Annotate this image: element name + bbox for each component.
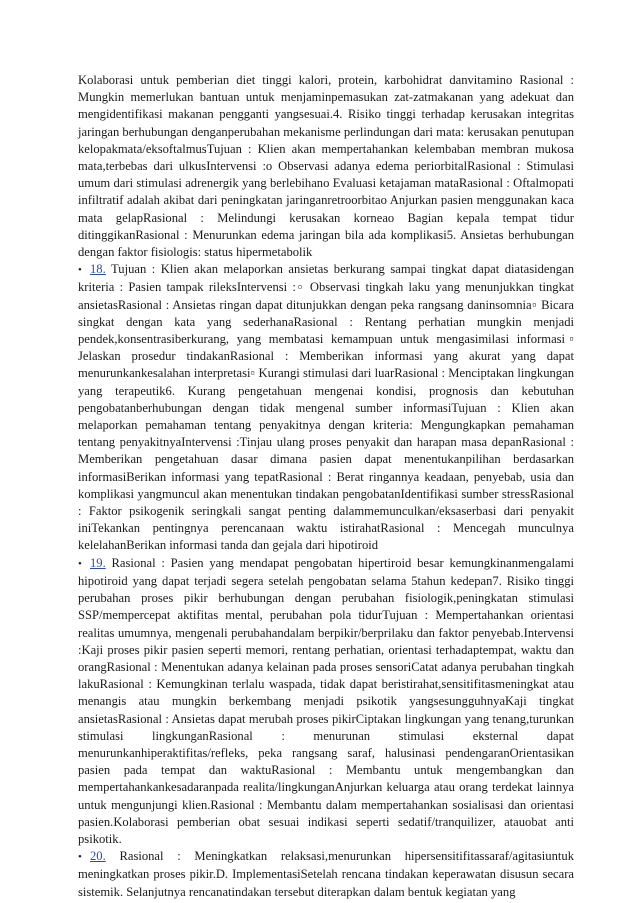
list-item-18 <box>78 261 574 554</box>
item-number-link-18[interactable]: 18. <box>90 262 106 277</box>
list-item-20 <box>78 848 574 901</box>
list-item-19 <box>78 555 574 848</box>
item-number-link-19[interactable]: 19. <box>90 555 106 570</box>
bullet-icon: • <box>78 264 82 277</box>
item-text-20: Rasional : Meningkatkan relaksasi,menurunkan hipersensitifitassaraf/agitasiuntuk meningkatkan proses pikir.D. ImplementasiSetelah rencana tindakan keperawatan disusun secara sistemik. Selanjutnya rencanatindakan tersebut diterapkan dalam bentuk kegiatan yang <box>78 849 574 899</box>
item-text-18: Tujuan : Klien akan melaporkan ansietas berkurang sampai tingkat dapat diatasidengan kriteria : Pasien tampak rileksIntervensi :▫ Observasi tingkah laku yang menunjukkan tingkat ansietasRasional : Ansietas ringan dapat ditunjukkan dengan peka rangsang daninsomnia▫ Bicara singkat dengan kata yang sederhanaRasional : Rentang perhatian mungkin menjadi pendek,konsentrasiberkurang, yang membatasi kemampuan untuk mengasimilasi informasi▫ Jelaskan prosedur tindakanRasional : Memberikan informasi yang akurat yang dapat menurunkankesalahan interpretasi▫ Kurangi stimulasi dari luarRasional : Menciptakan lingkungan yang terapeutik6. Kurang pengetahuan mengenai kondisi, prognosis dan kebutuhan pengobatanberhubungan dengan tidak mengenal sumber informasiTujuan : Klien akan melaporkan pemahaman tentang penyakitnya dengan kriteria: Mengungkapkan pemahaman tentang penyakitnyaIntervensi :Tinjau ulang proses penyakit dan harapan masa depanRasional : Memberikan pengetahuan dasar dimana pasien dapat menentukanpilihan berdasarkan informasiBerikan informasi yang tepatRasional : Berat ringannya keadaan, penyebab, usia dan komplikasi yangmuncul akan menentukan tindakan pengobatanIdentifikasi sumber stressRasional : Faktor psikogenik seringkali sangat penting dalammemunculkan/eksaserbasi dari penyakit iniTekankan pentingnya perencanaan waktu istirahatRasional : Mencegah munculnya kelelahanBerikan informasi tanda dan gejala dari hipotiroid <box>78 262 574 553</box>
item-number-link-20[interactable]: 20. <box>90 849 106 864</box>
bullet-icon: • <box>78 851 82 864</box>
paragraph-intro: Kolaborasi untuk pemberian diet tinggi kalori, protein, karbohidrat danvitamino Rasional : Mungkin memerlukan bantuan untuk menjaminpemasukan zat-zatmakanan yang adekuat dan mengidentifikasi makanan pengganti yangsesuai.4. Risiko tinggi terhadap kerusakan integritas jaringan berhubungan denganperubahan mekanisme perlindungan dari mata: kerusakan penutupan kelopakmata/eksoftalmusTujuan : Klien akan mempertahankan kelembaban membran mukosa mata,terbebas dari ulkusIntervensi :o Observasi adanya edema periorbitalRasional : Stimulasi umum dari stimulasi adrenergik yang berlebihano Evaluasi ketajaman mataRasional : Oftalmopati infiltratif adalah akibat dari peningkatan jaringanretroorbitao Anjurkan pasien menggunakan kaca mata gelapRasional : Melindungi kerusakan korneao Bagian kepala tempat tidur ditinggikanRasional : Menurunkan edema jaringan bila ada komplikasi5. Ansietas berhubungan dengan faktor fisiologis: status hipermetabolik <box>78 73 574 260</box>
bullet-icon: • <box>78 557 82 570</box>
item-text-19: Rasional : Pasien yang mendapat pengobatan hipertiroid besar kemungkinanmengalami hipotiroid yang dapat terjadi segera setelah pengobatan selama 5tahun kedepan7. Risiko tinggi perubahan proses pikir berhubungan dengan perubahan fisiologik,peningkatan stimulasi SSP/mempercepat aktifitas mental, perubahan pola tidurTujuan : Mempertahankan orientasi realitas umumnya, mengenali perubahandalam berpikir/berprilaku dan faktor penyebab.Intervensi :Kaji proses pikir pasien seperti memori, rentang perhatian, orientasi terhadaptempat, waktu dan orangRasional : Menentukan adanya kelainan pada proses sensoriCatat adanya perubahan tingkah lakuRasional : Kemungkinan terlalu waspada, tidak dapat beristirahat,sensitifitasmeningkat atau menangis atau mungkin berkembang menjadi psikotik yangsesungguhnyaKaji tingkat ansietasRasional : Ansietas dapat merubah proses pikirCiptakan lingkungan yang tenang,turunkan stimulasi lingkunganRasional : menurunan stimulasi eksternal dapat menurunkanhiperaktifitas/refleks, peka rangsang saraf, halusinasi pendengaranOrientasikan pasien pada tempat dan waktuRasional : Membantu untuk mengembangkan dan mempertahankankesadaranpada realita/lingkunganAnjurkan keluarga atau orang terdekat lainnya untuk mengunjungi klien.Rasional : Membantu dalam mempertahankan sosialisasi dan orientasi pasien.Kolaborasi pemberian obat sesuai indikasi seperti sedatif/tranquilizer, atauobat anti psikotik. <box>78 555 574 846</box>
